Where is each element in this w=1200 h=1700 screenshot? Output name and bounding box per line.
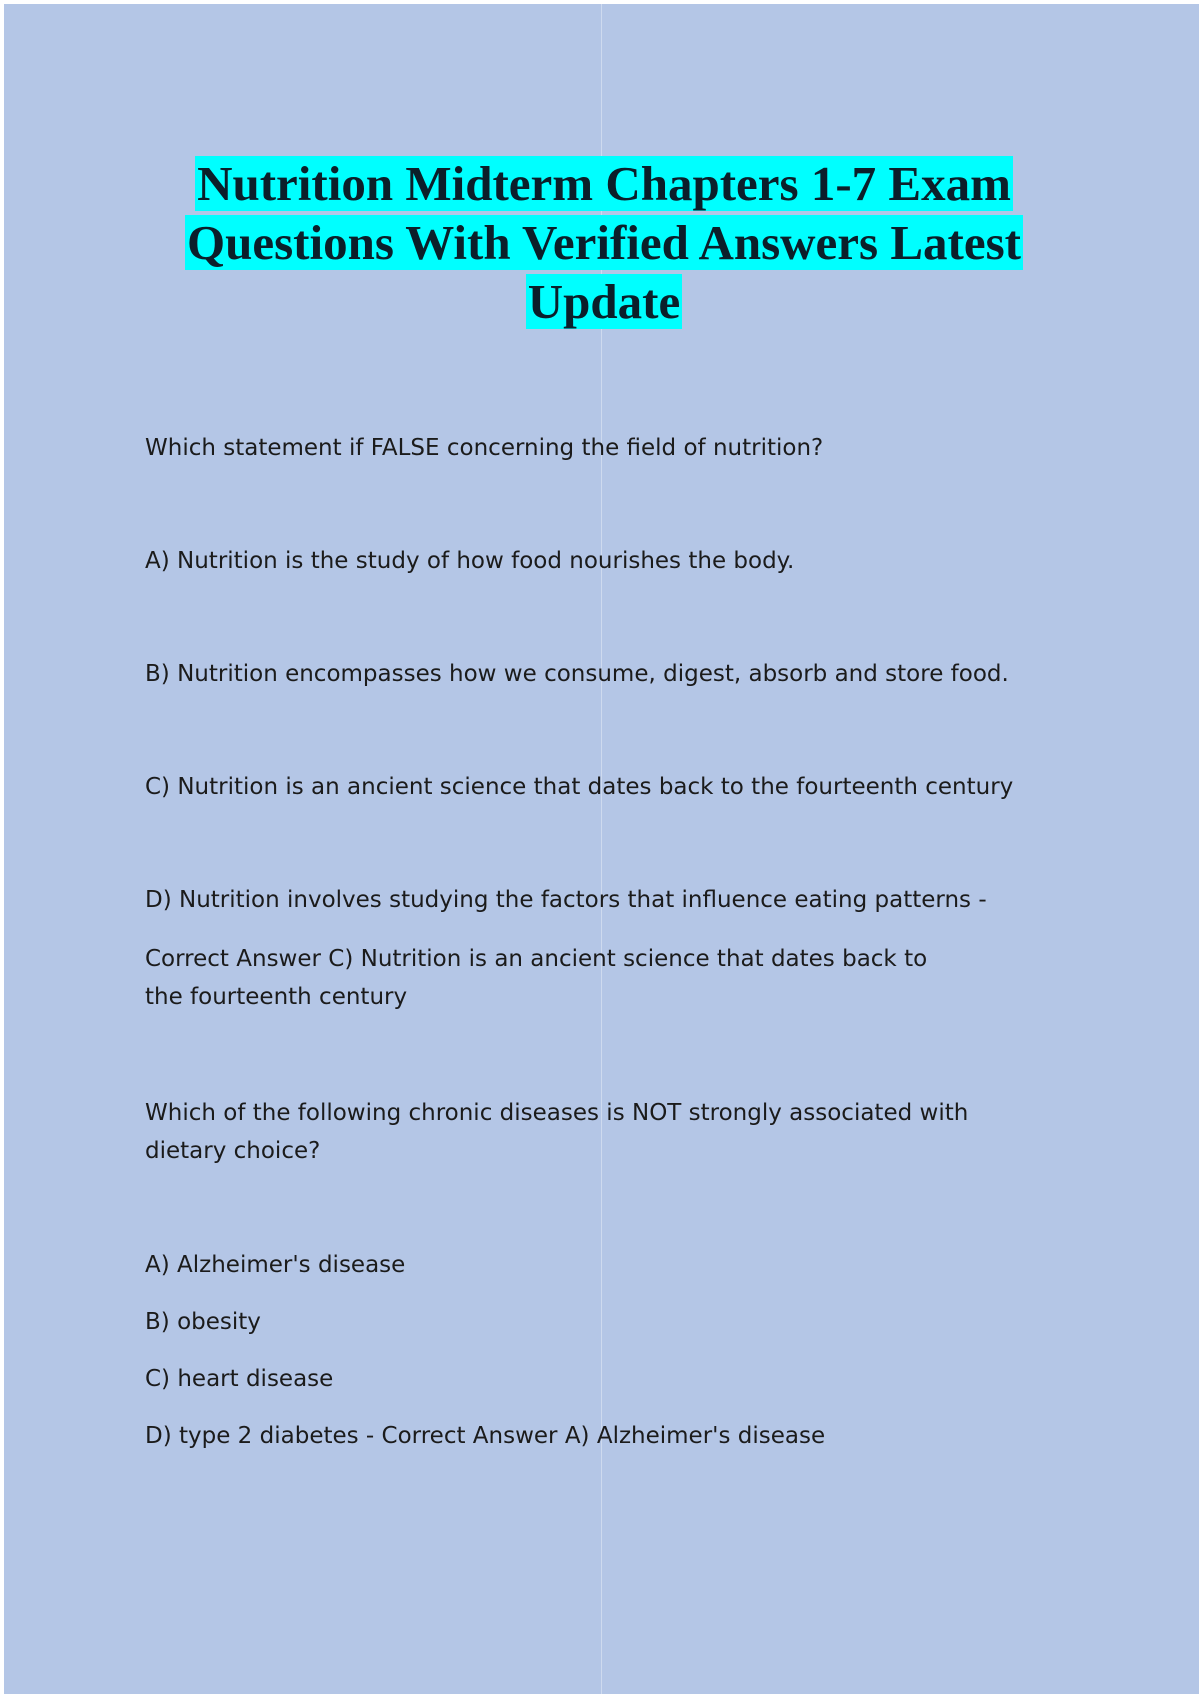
question-2-option-c: C) heart disease — [145, 1366, 334, 1392]
question-2-option-d: D) type 2 diabetes - Correct Answer A) Alzheimer's disease — [145, 1423, 826, 1449]
question-2-prompt: Which of the following chronic diseases is NOT strongly associated with dietary choice? — [145, 1100, 969, 1164]
question-1-option-d: D) Nutrition involves studying the factors that influence eating patterns - — [145, 887, 987, 913]
title-highlight: Nutrition Midterm Chapters 1-7 Exam Questions With Verified Answers Latest Update — [187, 156, 1021, 329]
question-1-prompt: Which statement if FALSE concerning the field of nutrition? — [145, 435, 824, 461]
question-1-answer: Correct Answer C) Nutrition is an ancient science that dates back to the fourteenth century — [145, 946, 928, 1010]
question-1-option-a: A) Nutrition is the study of how food nourishes the body. — [145, 548, 795, 574]
question-2-option-b: B) obesity — [145, 1309, 261, 1335]
document-page — [4, 4, 1199, 1694]
question-2-option-a: A) Alzheimer's disease — [145, 1252, 406, 1278]
question-1-option-c: C) Nutrition is an ancient science that dates back to the fourteenth century — [145, 774, 1014, 800]
document-title — [154, 154, 1054, 331]
question-1-option-b: B) Nutrition encompasses how we consume, digest, absorb and store food. — [145, 661, 1009, 687]
